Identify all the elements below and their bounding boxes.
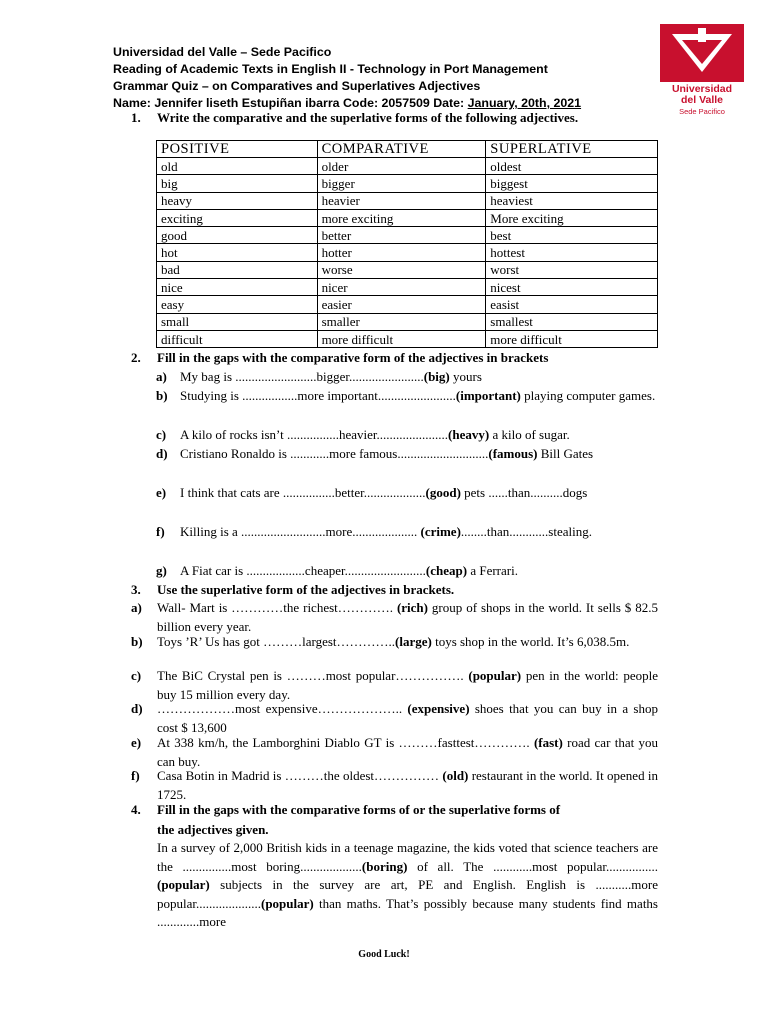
item-text: Killing is a ..........................more.................... (crime)........than............stealing. bbox=[180, 524, 592, 539]
item-label: b) bbox=[156, 388, 168, 403]
table-row bbox=[157, 296, 658, 313]
item-label: a) bbox=[131, 600, 142, 615]
superlative-cell: smallest bbox=[486, 313, 658, 330]
item-text: A Fiat car is ..................cheaper.........................(cheap) a Ferrari. bbox=[180, 563, 518, 578]
section-2-heading bbox=[131, 350, 548, 366]
superlative-cell: easist bbox=[486, 296, 658, 313]
footer-good-luck: Good Luck! bbox=[358, 949, 410, 960]
comparative-cell: nicer bbox=[317, 279, 486, 296]
item-label: e) bbox=[156, 485, 167, 500]
exercise-3b bbox=[131, 633, 658, 670]
item-label: d) bbox=[156, 446, 168, 461]
logo-text-line1: Universidad bbox=[671, 83, 733, 95]
table-row bbox=[157, 175, 658, 192]
table-row bbox=[157, 330, 658, 347]
section-2-title: Fill in the gaps with the comparative form of the adjectives in brackets bbox=[157, 350, 549, 365]
comparative-cell: more difficult bbox=[317, 330, 486, 347]
item-text: A kilo of rocks isn’t ................heavier......................(heavy) a kilo of sugar. bbox=[180, 427, 570, 442]
header-university: Universidad del Valle – Sede Pacifico bbox=[113, 45, 332, 59]
superlative-cell: worst bbox=[486, 261, 658, 278]
item-text: My bag is .........................bigger.......................(big) yours bbox=[180, 369, 482, 384]
exercise-2e bbox=[156, 484, 658, 521]
comparative-cell: heavier bbox=[317, 192, 486, 209]
table-row bbox=[157, 158, 658, 175]
section-4-heading bbox=[131, 802, 560, 818]
superlative-cell: best bbox=[486, 227, 658, 244]
logo-text-line2: del Valle bbox=[680, 94, 724, 106]
student-name-code: Name: Jennifer liseth Estupiñan ibarra Code: 2057509 Date: bbox=[113, 96, 468, 110]
section-1-number: 1. bbox=[131, 110, 141, 125]
header-positive: POSITIVE bbox=[157, 141, 318, 158]
exercise-2g bbox=[156, 562, 658, 581]
exercise-2b bbox=[156, 387, 658, 424]
positive-cell: easy bbox=[157, 296, 318, 313]
table-row bbox=[157, 192, 658, 209]
superlative-cell: heaviest bbox=[486, 192, 658, 209]
superlative-cell: more difficult bbox=[486, 330, 658, 347]
item-text: Wall- Mart is …………the richest…………. (rich) group of shops in the world. It sells $ 82.5 billion every year. bbox=[157, 600, 658, 634]
superlative-cell: hottest bbox=[486, 244, 658, 261]
exercise-2f bbox=[156, 523, 658, 560]
item-label: g) bbox=[156, 563, 167, 578]
item-label: f) bbox=[131, 768, 140, 783]
item-text: The BiC Crystal pen is ………most popular……………. (popular) pen in the world: people buy 15 million every day. bbox=[157, 668, 659, 702]
comparative-cell: older bbox=[317, 158, 486, 175]
item-label: c) bbox=[156, 427, 167, 442]
item-text: Cristiano Ronaldo is ............more famous............................(famous) Bill Gates bbox=[180, 446, 594, 461]
item-label: f) bbox=[156, 524, 165, 539]
positive-cell: good bbox=[157, 227, 318, 244]
section-1-title: Write the comparative and the superlative forms of the following adjectives. bbox=[157, 110, 579, 125]
comparative-cell: better bbox=[317, 227, 486, 244]
positive-cell: difficult bbox=[157, 330, 318, 347]
comparative-cell: more exciting bbox=[317, 209, 486, 226]
comparative-cell: easier bbox=[317, 296, 486, 313]
item-text: Toys ’R’ Us has got ………largest…………..(large) toys shop in the world. It’s 6,038.5m. bbox=[157, 634, 630, 649]
logo-text-line3: Sede Pacifico bbox=[679, 107, 725, 116]
positive-cell: exciting bbox=[157, 209, 318, 226]
header-superlative: SUPERLATIVE bbox=[486, 141, 658, 158]
item-label: b) bbox=[131, 634, 143, 649]
section-3-heading bbox=[131, 582, 454, 598]
adjectives-table bbox=[156, 140, 658, 348]
positive-cell: big bbox=[157, 175, 318, 192]
exercise-3e bbox=[131, 734, 658, 771]
superlative-cell: oldest bbox=[486, 158, 658, 175]
exercise-4-paragraph bbox=[157, 839, 658, 929]
item-text: I think that cats are ................better...................(good) pets ......than..........dogs bbox=[180, 485, 588, 500]
positive-cell: old bbox=[157, 158, 318, 175]
table-row bbox=[157, 313, 658, 330]
header-comparative: COMPARATIVE bbox=[317, 141, 486, 158]
exercise-3c bbox=[131, 667, 658, 704]
exercise-3f bbox=[131, 767, 658, 804]
item-label: d) bbox=[131, 701, 143, 716]
section-2-number: 2. bbox=[131, 350, 141, 365]
positive-cell: hot bbox=[157, 244, 318, 261]
positive-cell: bad bbox=[157, 261, 318, 278]
superlative-cell: biggest bbox=[486, 175, 658, 192]
section-4-title-line1: Fill in the gaps with the comparative forms of or the superlative forms of bbox=[157, 802, 561, 817]
table-row bbox=[157, 227, 658, 244]
superlative-cell: nicest bbox=[486, 279, 658, 296]
exercise-2c bbox=[156, 426, 658, 445]
table-row bbox=[157, 209, 658, 226]
section-1-heading bbox=[131, 110, 578, 126]
exercise-2a bbox=[156, 368, 658, 387]
table-header-row bbox=[157, 141, 658, 158]
positive-cell: small bbox=[157, 313, 318, 330]
exercise-3d bbox=[131, 700, 658, 737]
item-label: e) bbox=[131, 735, 142, 750]
superlative-cell: More exciting bbox=[486, 209, 658, 226]
comparative-cell: smaller bbox=[317, 313, 486, 330]
positive-cell: nice bbox=[157, 279, 318, 296]
header-course: Reading of Academic Texts in English II - Technology in Port Management bbox=[113, 62, 548, 76]
comparative-cell: bigger bbox=[317, 175, 486, 192]
quiz-date: January, 20th, 2021 bbox=[467, 96, 582, 110]
item-text: Studying is .................more important........................(important) playing computer games. bbox=[180, 388, 656, 403]
university-logo bbox=[658, 22, 746, 116]
section-4-title-line2: the adjectives given. bbox=[157, 822, 269, 837]
section-4-number: 4. bbox=[131, 802, 141, 817]
table-row bbox=[157, 244, 658, 261]
exercise-2d bbox=[156, 445, 658, 482]
item-text: Casa Botin in Madrid is ………the oldest…………… (old) restaurant in the world. It opened in 1725. bbox=[157, 768, 659, 802]
section-3-number: 3. bbox=[131, 582, 141, 597]
item-label: a) bbox=[156, 369, 167, 384]
item-text: ………………most expensive……………….. (expensive) shoes that you can buy in a shop cost $ 13,600 bbox=[157, 701, 658, 735]
item-text: At 338 km/h, the Lamborghini Diablo GT is ………fasttest…………. (fast) road car that you can buy. bbox=[157, 735, 658, 769]
paragraph-text: In a survey of 2,000 British kids in a teenage magazine, the kids voted that science teachers are the ...............most boring...................(boring) of all. The ............most popular................(popular) subjects in the survey are art, PE and English. English is ...........more popular....................(popular) than maths. That’s possibly because many students find maths .............more bbox=[157, 840, 659, 929]
section-3-title: Use the superlative form of the adjectives in brackets. bbox=[157, 582, 455, 597]
item-label: c) bbox=[131, 668, 142, 683]
header-quiz-title: Grammar Quiz – on Comparatives and Superlatives Adjectives bbox=[113, 79, 481, 93]
comparative-cell: worse bbox=[317, 261, 486, 278]
positive-cell: heavy bbox=[157, 192, 318, 209]
exercise-3a bbox=[131, 599, 658, 636]
table-row bbox=[157, 279, 658, 296]
comparative-cell: hotter bbox=[317, 244, 486, 261]
table-row bbox=[157, 261, 658, 278]
